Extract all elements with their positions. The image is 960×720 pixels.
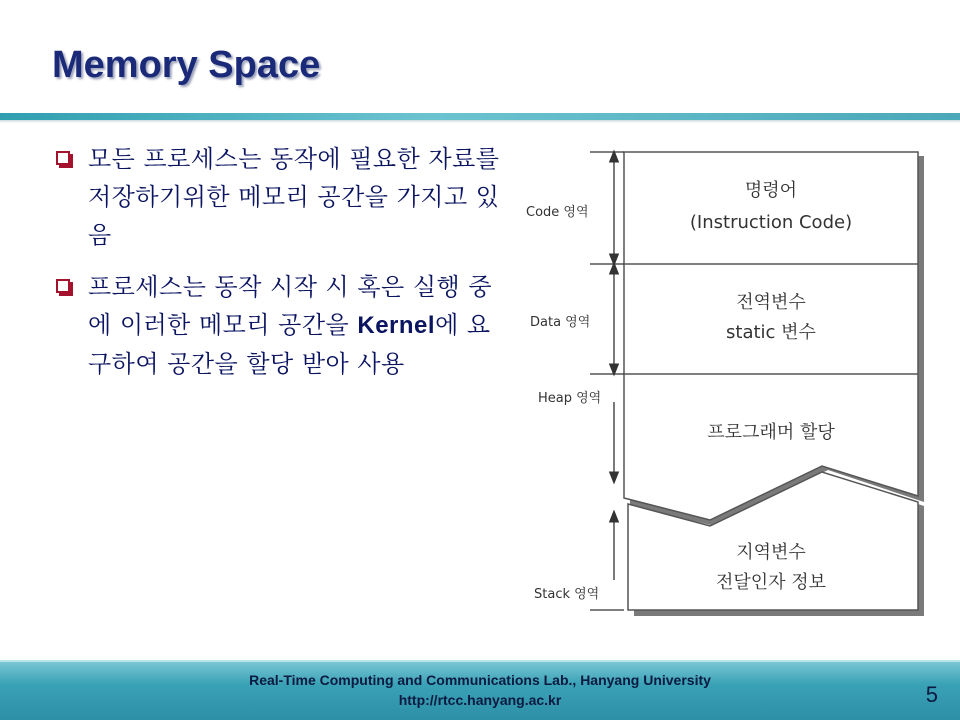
stack-area-label: Stack 영역 bbox=[534, 587, 600, 602]
code-area-label: Code 영역 bbox=[526, 205, 589, 220]
bullet-item-2 bbox=[54, 268, 514, 383]
data-section-line2: static 변수 bbox=[726, 322, 816, 343]
title-divider bbox=[0, 113, 960, 120]
page-number: 5 bbox=[925, 682, 938, 707]
bullet-text-1: 모든 프로세스는 동작에 필요한 자료를 저장하기위한 메모리 공간을 가지고 있음 bbox=[88, 145, 500, 249]
heap-area-label: Heap 영역 bbox=[538, 391, 602, 406]
stack-section-line2: 전달인자 정보 bbox=[715, 572, 827, 593]
code-section-line1: 명령어 bbox=[744, 180, 798, 201]
title-divider-shadow bbox=[0, 120, 960, 123]
bullet-item-1 bbox=[54, 140, 514, 254]
footer-url: http://rtcc.hanyang.ac.kr bbox=[398, 692, 562, 708]
bullet-list bbox=[54, 140, 514, 397]
footer-lab-name: Real-Time Computing and Communications Lab., Hanyang University bbox=[249, 672, 711, 688]
checkbox-bullet-icon bbox=[56, 151, 70, 165]
data-area-label: Data 영역 bbox=[530, 315, 591, 330]
slide-title: Memory Space bbox=[52, 44, 321, 86]
heap-section-line1: 프로그래머 할당 bbox=[707, 422, 835, 443]
memory-layout-diagram bbox=[520, 140, 940, 630]
data-section-line1: 전역변수 bbox=[736, 292, 806, 313]
bullet-text-2-pre: 프로세스는 동작 시작 시 혹은 실행 중에 이러한 메모리 공간을 bbox=[88, 273, 493, 339]
checkbox-bullet-icon bbox=[56, 279, 70, 293]
footer-bar bbox=[0, 660, 960, 720]
bullet-text-2-post: 에 요구하여 공간을 할당 받아 사용 bbox=[88, 311, 491, 378]
bullet-text-2-bold: Kernel bbox=[357, 312, 436, 339]
footer-highlight bbox=[0, 660, 960, 662]
code-section-line2: (Instruction Code) bbox=[689, 212, 853, 233]
stack-section-line1: 지역변수 bbox=[736, 542, 806, 563]
